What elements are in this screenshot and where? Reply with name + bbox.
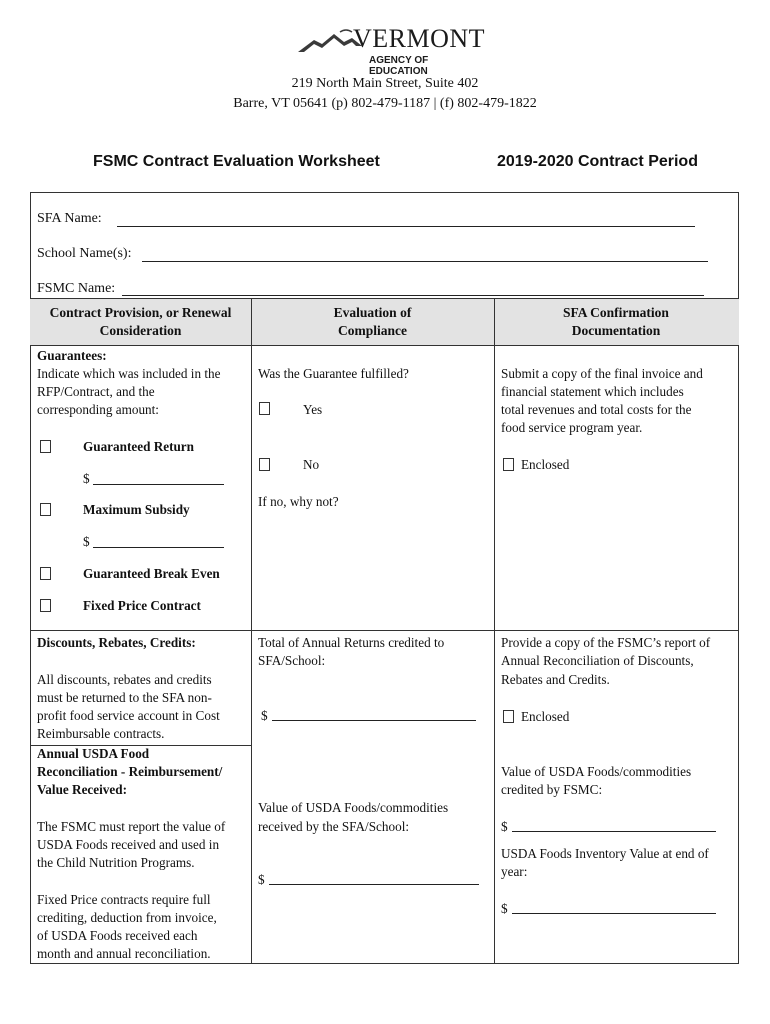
usda-desc: Fixed Price contracts require full (37, 892, 211, 907)
usda-desc: USDA Foods received and used in (37, 837, 220, 852)
usda-doc-text: USDA Foods Inventory Value at end of (501, 846, 709, 861)
discounts-desc: Reimbursable contracts. (37, 726, 165, 741)
school-names-label: School Name(s): (37, 246, 132, 261)
dollar-sign: $ (501, 819, 508, 834)
discounts-doc-text: Rebates and Credits. (501, 672, 610, 687)
why-not-label: If no, why not? (258, 494, 339, 509)
fixed-price-contract-checkbox[interactable] (40, 599, 51, 612)
maximum-subsidy-checkbox[interactable] (40, 503, 51, 516)
guaranteed-break-even-label: Guaranteed Break Even (83, 566, 220, 581)
usda-doc-text: credited by FSMC: (501, 782, 603, 797)
guaranteed-return-label: Guaranteed Return (83, 439, 194, 454)
usda-title: Reconciliation - Reimbursement/ (37, 764, 223, 779)
usda-desc: The FSMC must report the value of (37, 819, 226, 834)
usda-desc: the Child Nutrition Programs. (37, 855, 195, 870)
logo-wordmark: VERMONT (353, 24, 486, 53)
guarantee-doc-text: Submit a copy of the final invoice and (501, 366, 703, 381)
guarantees-desc: corresponding amount: (37, 402, 159, 417)
address-line-1: 219 North Main Street, Suite 402 (291, 76, 479, 91)
usda-received-label: Value of USDA Foods/commodities (258, 800, 449, 815)
dollar-sign: $ (83, 471, 90, 486)
guaranteed-return-amount-field[interactable] (93, 484, 224, 485)
guarantee-question: Was the Guarantee fulfilled? (258, 366, 409, 381)
annual-returns-amount-field[interactable] (272, 720, 476, 721)
fsmc-name-field[interactable] (122, 295, 704, 296)
school-names-field[interactable] (142, 261, 708, 262)
guarantee-doc-text: financial statement which includes (501, 384, 684, 399)
maximum-subsidy-amount-field[interactable] (93, 547, 224, 548)
sfa-name-label: SFA Name: (37, 211, 102, 226)
discounts-desc: All discounts, rebates and credits (37, 672, 212, 687)
logo-subtitle: AGENCY OF EDUCATION (369, 55, 429, 77)
usda-desc: of USDA Foods received each (37, 928, 198, 943)
fixed-price-contract-label: Fixed Price Contract (83, 598, 201, 613)
guaranteed-break-even-checkbox[interactable] (40, 567, 51, 580)
discounts-enclosed-checkbox[interactable] (503, 710, 514, 723)
usda-desc: month and annual reconciliation. (37, 946, 211, 961)
address-line-2: Barre, VT 05641 (p) 802-479-1187 | (f) 802-479-1822 (233, 96, 537, 111)
discounts-doc-text: Annual Reconciliation of Discounts, (501, 653, 694, 668)
maximum-subsidy-label: Maximum Subsidy (83, 502, 190, 517)
dollar-sign: $ (501, 901, 508, 916)
guarantees-desc: Indicate which was included in the (37, 366, 221, 381)
usda-doc-text: year: (501, 864, 528, 879)
col-header-evaluation: Evaluation of Compliance (333, 305, 412, 338)
guarantee-doc-text: food service program year. (501, 420, 643, 435)
guarantees-title: Guarantees: (37, 348, 107, 363)
guarantees-desc: RFP/Contract, and the (37, 384, 155, 399)
usda-received-amount-field[interactable] (269, 884, 479, 885)
guarantee-enclosed-label: Enclosed (521, 457, 570, 472)
usda-title: Annual USDA Food (37, 746, 150, 761)
dollar-sign: $ (258, 872, 265, 887)
guarantee-no-label: No (303, 457, 320, 472)
usda-inventory-amount-field[interactable] (512, 913, 716, 914)
usda-received-label: received by the SFA/School: (258, 819, 410, 834)
guarantee-no-checkbox[interactable] (259, 458, 270, 471)
guarantee-doc-text: total revenues and total costs for the (501, 402, 692, 417)
discounts-desc: profit food service account in Cost (37, 708, 220, 723)
col-header-provision: Contract Provision, or Renewal Consideration (49, 305, 232, 338)
contract-period: 2019-2020 Contract Period (497, 153, 698, 170)
column-divider (494, 298, 495, 964)
guarantee-yes-label: Yes (303, 402, 323, 417)
usda-doc-text: Value of USDA Foods/commodities (501, 764, 692, 779)
usda-credited-amount-field[interactable] (512, 831, 716, 832)
discounts-doc-text: Provide a copy of the FSMC’s report of (501, 635, 711, 650)
column-divider (251, 298, 252, 964)
discounts-enclosed-label: Enclosed (521, 709, 570, 724)
dollar-sign: $ (83, 534, 90, 549)
row-divider (30, 630, 739, 631)
page-title: FSMC Contract Evaluation Worksheet (93, 153, 380, 170)
usda-title: Value Received: (37, 782, 127, 797)
annual-returns-label: SFA/School: (258, 653, 326, 668)
discounts-desc: must be returned to the SFA non- (37, 690, 212, 705)
usda-desc: crediting, deduction from invoice, (37, 910, 217, 925)
table-header-row (30, 298, 739, 346)
annual-returns-label: Total of Annual Returns credited to (258, 635, 445, 650)
vermont-aoe-logo (296, 24, 486, 77)
col-header-documentation: SFA Confirmation Documentation (563, 305, 669, 338)
guaranteed-return-checkbox[interactable] (40, 440, 51, 453)
dollar-sign: $ (261, 708, 268, 723)
sfa-name-field[interactable] (117, 226, 695, 227)
guarantee-enclosed-checkbox[interactable] (503, 458, 514, 471)
guarantee-yes-checkbox[interactable] (259, 402, 270, 415)
discounts-title: Discounts, Rebates, Credits: (37, 635, 196, 650)
fsmc-name-label: FSMC Name: (37, 281, 116, 296)
